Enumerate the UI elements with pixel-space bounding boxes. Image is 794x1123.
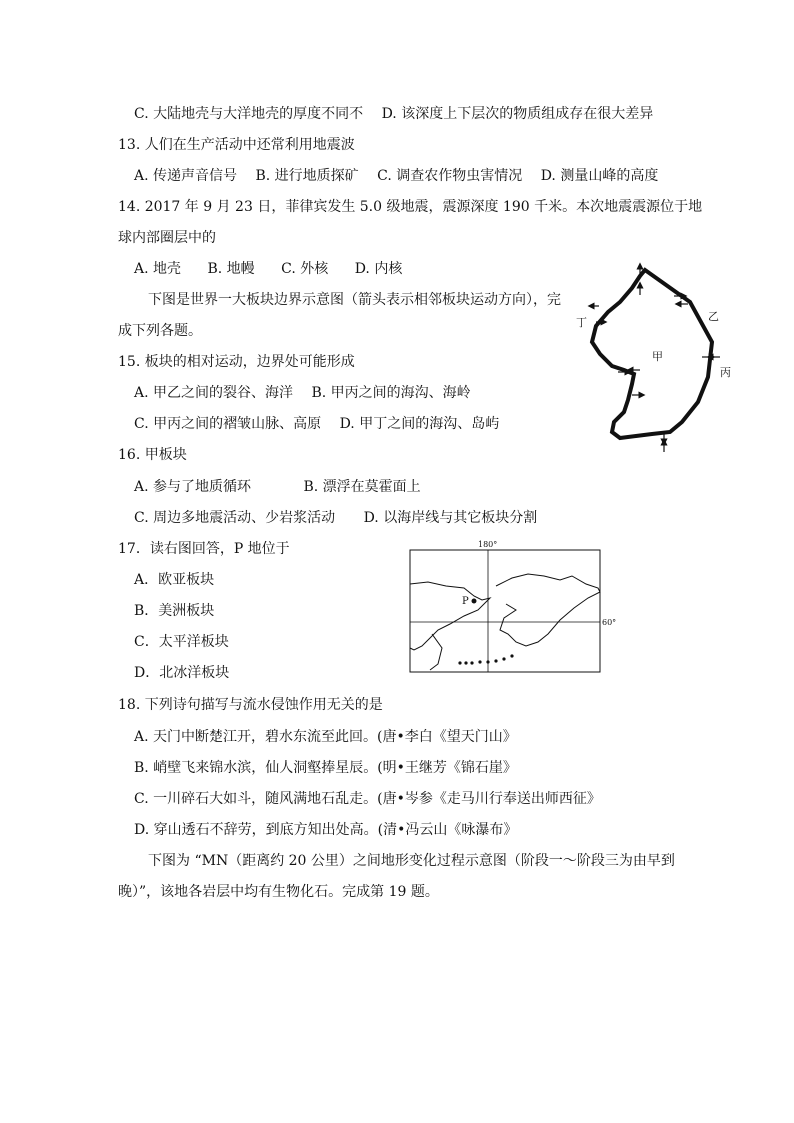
q15-option-row1 — [134, 383, 471, 403]
q13-option-a: A. 传递声音信号 — [134, 168, 238, 184]
q17-stem: 17．读右图回答，P 地位于 — [118, 541, 290, 557]
longitude-label: 180° — [478, 540, 498, 549]
latitude-label: 60° — [602, 618, 617, 627]
q15-option-row2 — [134, 414, 499, 434]
intro15-line2: 成下列各题。 — [118, 323, 202, 339]
q12-option-d: D. 该深度上下层次的物质组成存在很大差异 — [381, 106, 654, 122]
label-ding: 丁 — [576, 316, 587, 329]
q14-option-row — [134, 259, 402, 279]
q18-option-c: C. 一川碎石大如斗，随风满地石乱走。(唐•岑参《走马川行奉送出师西征》 — [134, 791, 601, 807]
q17-option-c: C．太平洋板块 — [134, 634, 229, 650]
q15-stem: 15. 板块的相对运动，边界处可能形成 — [118, 354, 355, 370]
q16-stem: 16. 甲板块 — [118, 447, 187, 463]
q14-option-d: D. 内核 — [354, 261, 403, 277]
q17-option-a: A．欧亚板块 — [134, 572, 215, 588]
q16-option-row1 — [134, 477, 421, 497]
q18-option-d: D. 穿山透石不辞劳，到底方知出处高。(清•冯云山《咏瀑布》 — [134, 822, 518, 838]
q18-option-b: B. 峭壁飞来锦水滨，仙人洞壑捧星辰。(明•王继芳《锦石崖》 — [134, 760, 517, 776]
q16-option-d: D. 以海岸线与其它板块分割 — [363, 510, 538, 526]
q14-option-b: B. 地幔 — [207, 261, 255, 277]
q14-stem-line1: 14. 2017 年 9 月 23 日，菲律宾发生 5.0 级地震，震源深度 190 千米。本次地震震源位于地 — [118, 199, 703, 215]
q13-option-d: D. 测量山峰的高度 — [540, 168, 659, 184]
q12-option-c: C. 大陆地壳与大洋地壳的厚度不同不 — [134, 106, 364, 122]
intro15-line1: 下图是世界一大板块边界示意图（箭头表示相邻板块运动方向），完 — [148, 292, 561, 308]
q13-option-c: C. 调查农作物虫害情况 — [377, 168, 523, 184]
q13-stem: 13. 人们在生产活动中还常利用地震波 — [118, 137, 355, 153]
q16-option-row2 — [134, 508, 537, 528]
q17-option-d: D．北冰洋板块 — [134, 665, 230, 681]
label-yi: 乙 — [708, 310, 719, 323]
q18-stem: 18. 下列诗句描写与流水侵蚀作用无关的是 — [118, 697, 383, 713]
q16-option-b: B. 漂浮在莫霍面上 — [303, 479, 421, 495]
point-p: P — [462, 596, 469, 607]
intro19-line1: 下图为 “MN（距离约 20 公里）之间地形变化过程示意图（阶段一～阶段三为由早到 — [148, 853, 675, 869]
intro19-line2: 晚）”，该地各岩层中均有生物化石。完成第 19 题。 — [118, 884, 439, 900]
q14-option-a: A. 地壳 — [134, 261, 182, 277]
bering-map — [408, 538, 618, 674]
q18-option-a: A. 天门中断楚江开，碧水东流至此回。(唐•李白《望天门山》 — [134, 729, 517, 745]
label-bing: 丙 — [720, 366, 731, 379]
plate-boundary-map — [570, 262, 740, 457]
q15-option-c: C. 甲丙之间的褶皱山脉、高原 — [134, 416, 322, 432]
q14-option-c: C. 外核 — [281, 261, 329, 277]
q13-option-row — [134, 166, 658, 186]
q17-option-b: B．美洲板块 — [134, 603, 215, 619]
label-jia: 甲 — [652, 350, 663, 363]
q15-option-b: B. 甲丙之间的海沟、海岭 — [311, 385, 471, 401]
q15-option-d: D. 甲丁之间的海沟、岛屿 — [339, 416, 500, 432]
q16-option-a: A. 参与了地质循环 — [134, 479, 252, 495]
q16-option-c: C. 周边多地震活动、少岩浆活动 — [134, 510, 336, 526]
q14-stem-line2: 球内部圈层中的 — [118, 230, 216, 246]
q12-option-row — [134, 104, 653, 124]
q15-option-a: A. 甲乙之间的裂谷、海洋 — [134, 385, 294, 401]
q13-option-b: B. 进行地质探矿 — [255, 168, 359, 184]
